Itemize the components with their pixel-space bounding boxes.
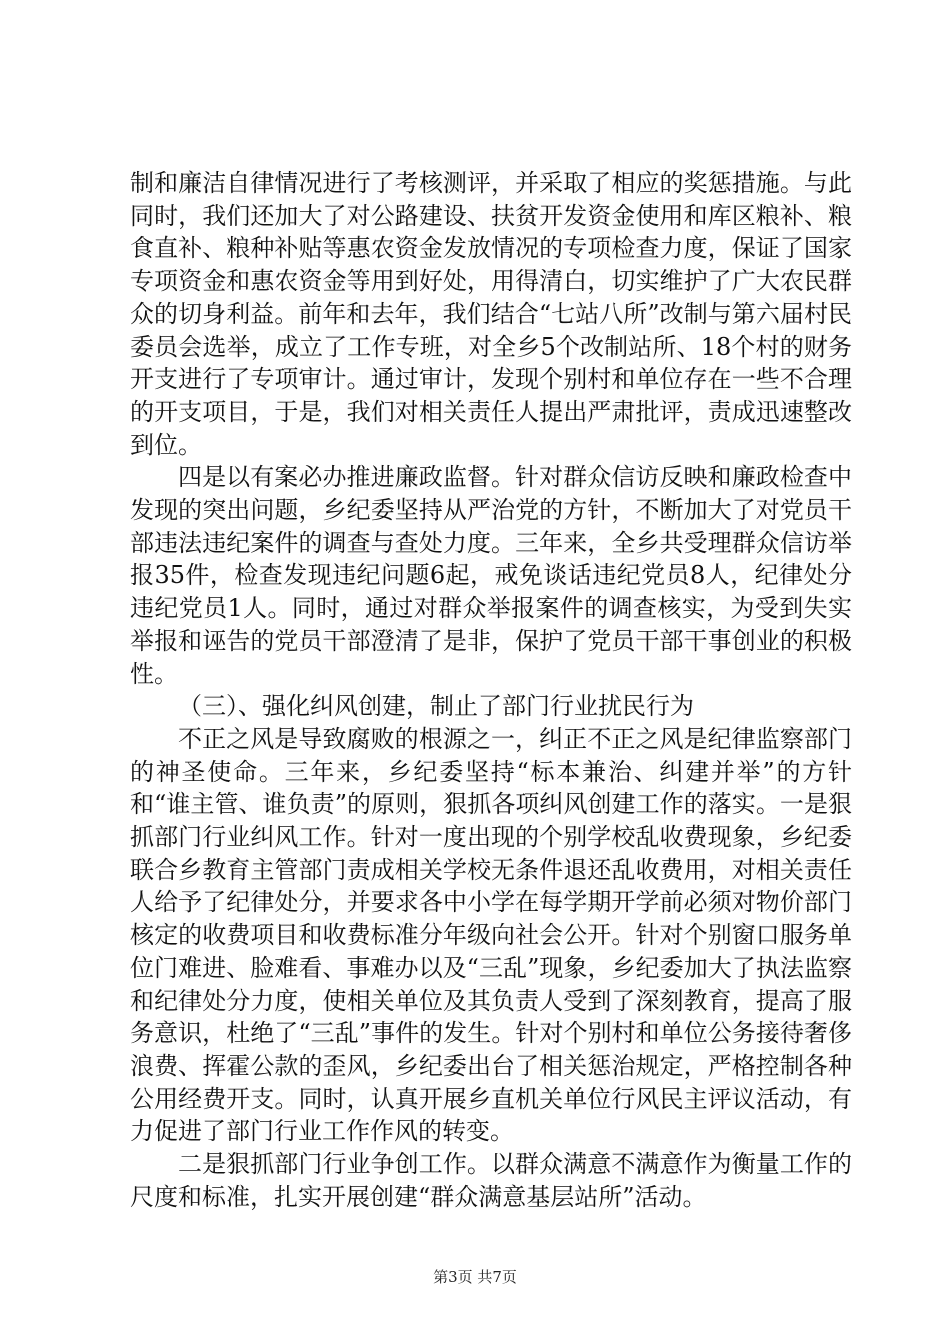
paragraph-industry-competition: 二是狠抓部门行业争创工作。以群众满意不满意作为衡量工作的尺度和标准，扎实开展创建“群众满意基层站所”活动。 [130,1150,852,1211]
section-heading: （三）、强化纠风创建，制止了部门行业扰民行为 [178,692,694,721]
paragraph-audit-continuation: 制和廉洁自律情况进行了考核测评，并采取了相应的奖惩措施。与此同时，我们还加大了对公路建设、扶贫开发资金使用和库区粮补、粮食直补、粮种补贴等惠农资金发放情况的专项检查力度，保证了国家专项资金和惠农资金等用到好处，用得清白，切实维护了广大农民群众的切身利益。前年和去年，我们结合“七站八所”改制与第六届村民委员会选举，成立了工作专班，对全乡5个改制站所、18个村的财务开支进行了专项审计。通过审计，发现个别村和单位存在一些不合理的开支项目，于是，我们对相关责任人提出严肃批评，责成迅速整改到位。 [130,169,852,459]
paragraph-case-supervision: 四是以有案必办推进廉政监督。针对群众信访反映和廉政检查中发现的突出问题，乡纪委坚持从严治党的方针，不断加大了对党员干部违法违纪案件的调查与查处力度。三年来，全乡共受理群众信访举报35件，检查发现违纪问题6起，戒免谈话违纪党员8人，纪律处分违纪党员1人。同时，通过对群众举报案件的调查核实，为受到失实举报和诬告的党员干部澄清了是非，保护了党员干部干事创业的积极性。 [130,463,852,688]
document-body [130,167,852,1214]
page-number-footer: 第3页 共7页 [433,1268,517,1286]
paragraph-rectify-unhealthy-practices: 不正之风是导致腐败的根源之一，纠正不正之风是纪律监察部门的神圣使命。三年来，乡纪委坚持“标本兼治、纠建并举”的方针和“谁主管、谁负责”的原则，狠抓各项纠风创建工作的落实。一是狠抓部门行业纠风工作。针对一度出现的个别学校乱收费现象，乡纪委联合乡教育主管部门责成相关学校无条件退还乱收费用，对相关责任人给予了纪律处分，并要求各中小学在每学期开学前必须对物价部门核定的收费项目和收费标准分年级向社会公开。针对个别窗口服务单位门难进、脸难看、事难办以及“三乱”现象，乡纪委加大了执法监察和纪律处分力度，使相关单位及其负责人受到了深刻教育，提高了服务意识，杜绝了“三乱”事件的发生。针对个别村和单位公务接待奢侈浪费、挥霍公款的歪风，乡纪委出台了相关惩治规定，严格控制各种公用经费开支。同时，认真开展乡直机关单位行风民主评议活动，有力促进了部门行业工作作风的转变。 [130,724,852,1146]
